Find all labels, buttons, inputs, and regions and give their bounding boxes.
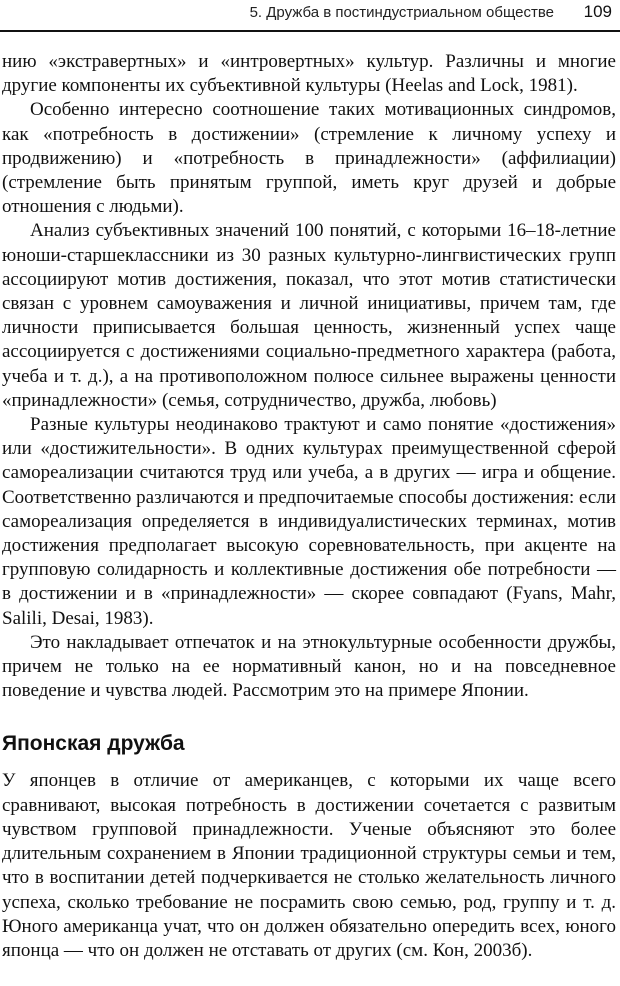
- paragraph-2: Особенно интересно соотношение таких мотивационных синдромов, как «потребность в достижении» (стремление к личному успеху и продвижению) и «потребность в принадлежности» (аффилиации) (стремление быть принятым группой, иметь круг друзей и добрые отношения с людьми).: [2, 99, 616, 218]
- running-title: 5. Дружба в постиндустриальном обществе: [249, 4, 554, 21]
- paragraph-5: Это накладывает отпечаток и на этнокультурные особенности дружбы, причем не только на ее нормативный канон, но и на повседневное поведение и чувства людей. Рассмотрим это на примере Японии.: [2, 631, 616, 702]
- page-number: 109: [583, 2, 612, 21]
- section-heading: Японская дружба: [2, 732, 185, 756]
- paragraph-4: Разные культуры неодинаково трактуют и само понятие «достижения» или «достижительности». В одних культурах преимущественной сферой самореализации считаются труд или учеба, а в других — игра и общение. Соответственно различаются и предпочитаемые способы достижения: если самореализация определяется в индивидуалистических терминах, мотив достижения предполагает высокую соревновательность, при акценте на групповую солидарность и коллективные достижения обе потребности — в достижении и в «принадлежности» — скорее совпадают (Fyans, Mahr, Salili, Desai, 1983).: [2, 414, 616, 629]
- page-body: [2, 50, 616, 963]
- paragraph-1: нию «экстравертных» и «интровертных» культур. Различны и многие другие компоненты их субъективной культуры (Heelas and Lock, 1981).: [2, 51, 616, 97]
- header-rule: [0, 30, 620, 32]
- paragraph-3: Анализ субъективных значений 100 понятий, с которыми 16–18-летние юноши-старшеклассники из 30 разных культурно-лингвистических групп ассоциируют мотив достижения, показал, что этот мотив статистически связан с уровнем самоуважения и личной инициативы, причем там, где личности приписывается большая ценность, жизненный успех чаще ассоциируется с достижениями социально-предметного характера (работа, учеба и т. д.), а на противоположном полюсе сильнее выражены ценности «принадлежности» (семья, сотрудничество, дружба, любовь): [2, 220, 616, 411]
- page-header: [0, 0, 620, 30]
- section-paragraph: У японцев в отличие от американцев, с которыми их чаще всего сравнивают, высокая потребность в достижении сочетается с развитым чувством групповой принадлежности. Ученые объясняют это более длительным сохранением в Японии традиционной структуры семьи и тем, что в воспитании детей подчеркивается не столько желательность личного успеха, сколько требование не посрамить свою семью, род, группу и т. д. Юного американца учат, что он должен обязательно опередить всех, юного японца — что он должен не отставать от других (см. Кон, 2003б).: [2, 770, 616, 961]
